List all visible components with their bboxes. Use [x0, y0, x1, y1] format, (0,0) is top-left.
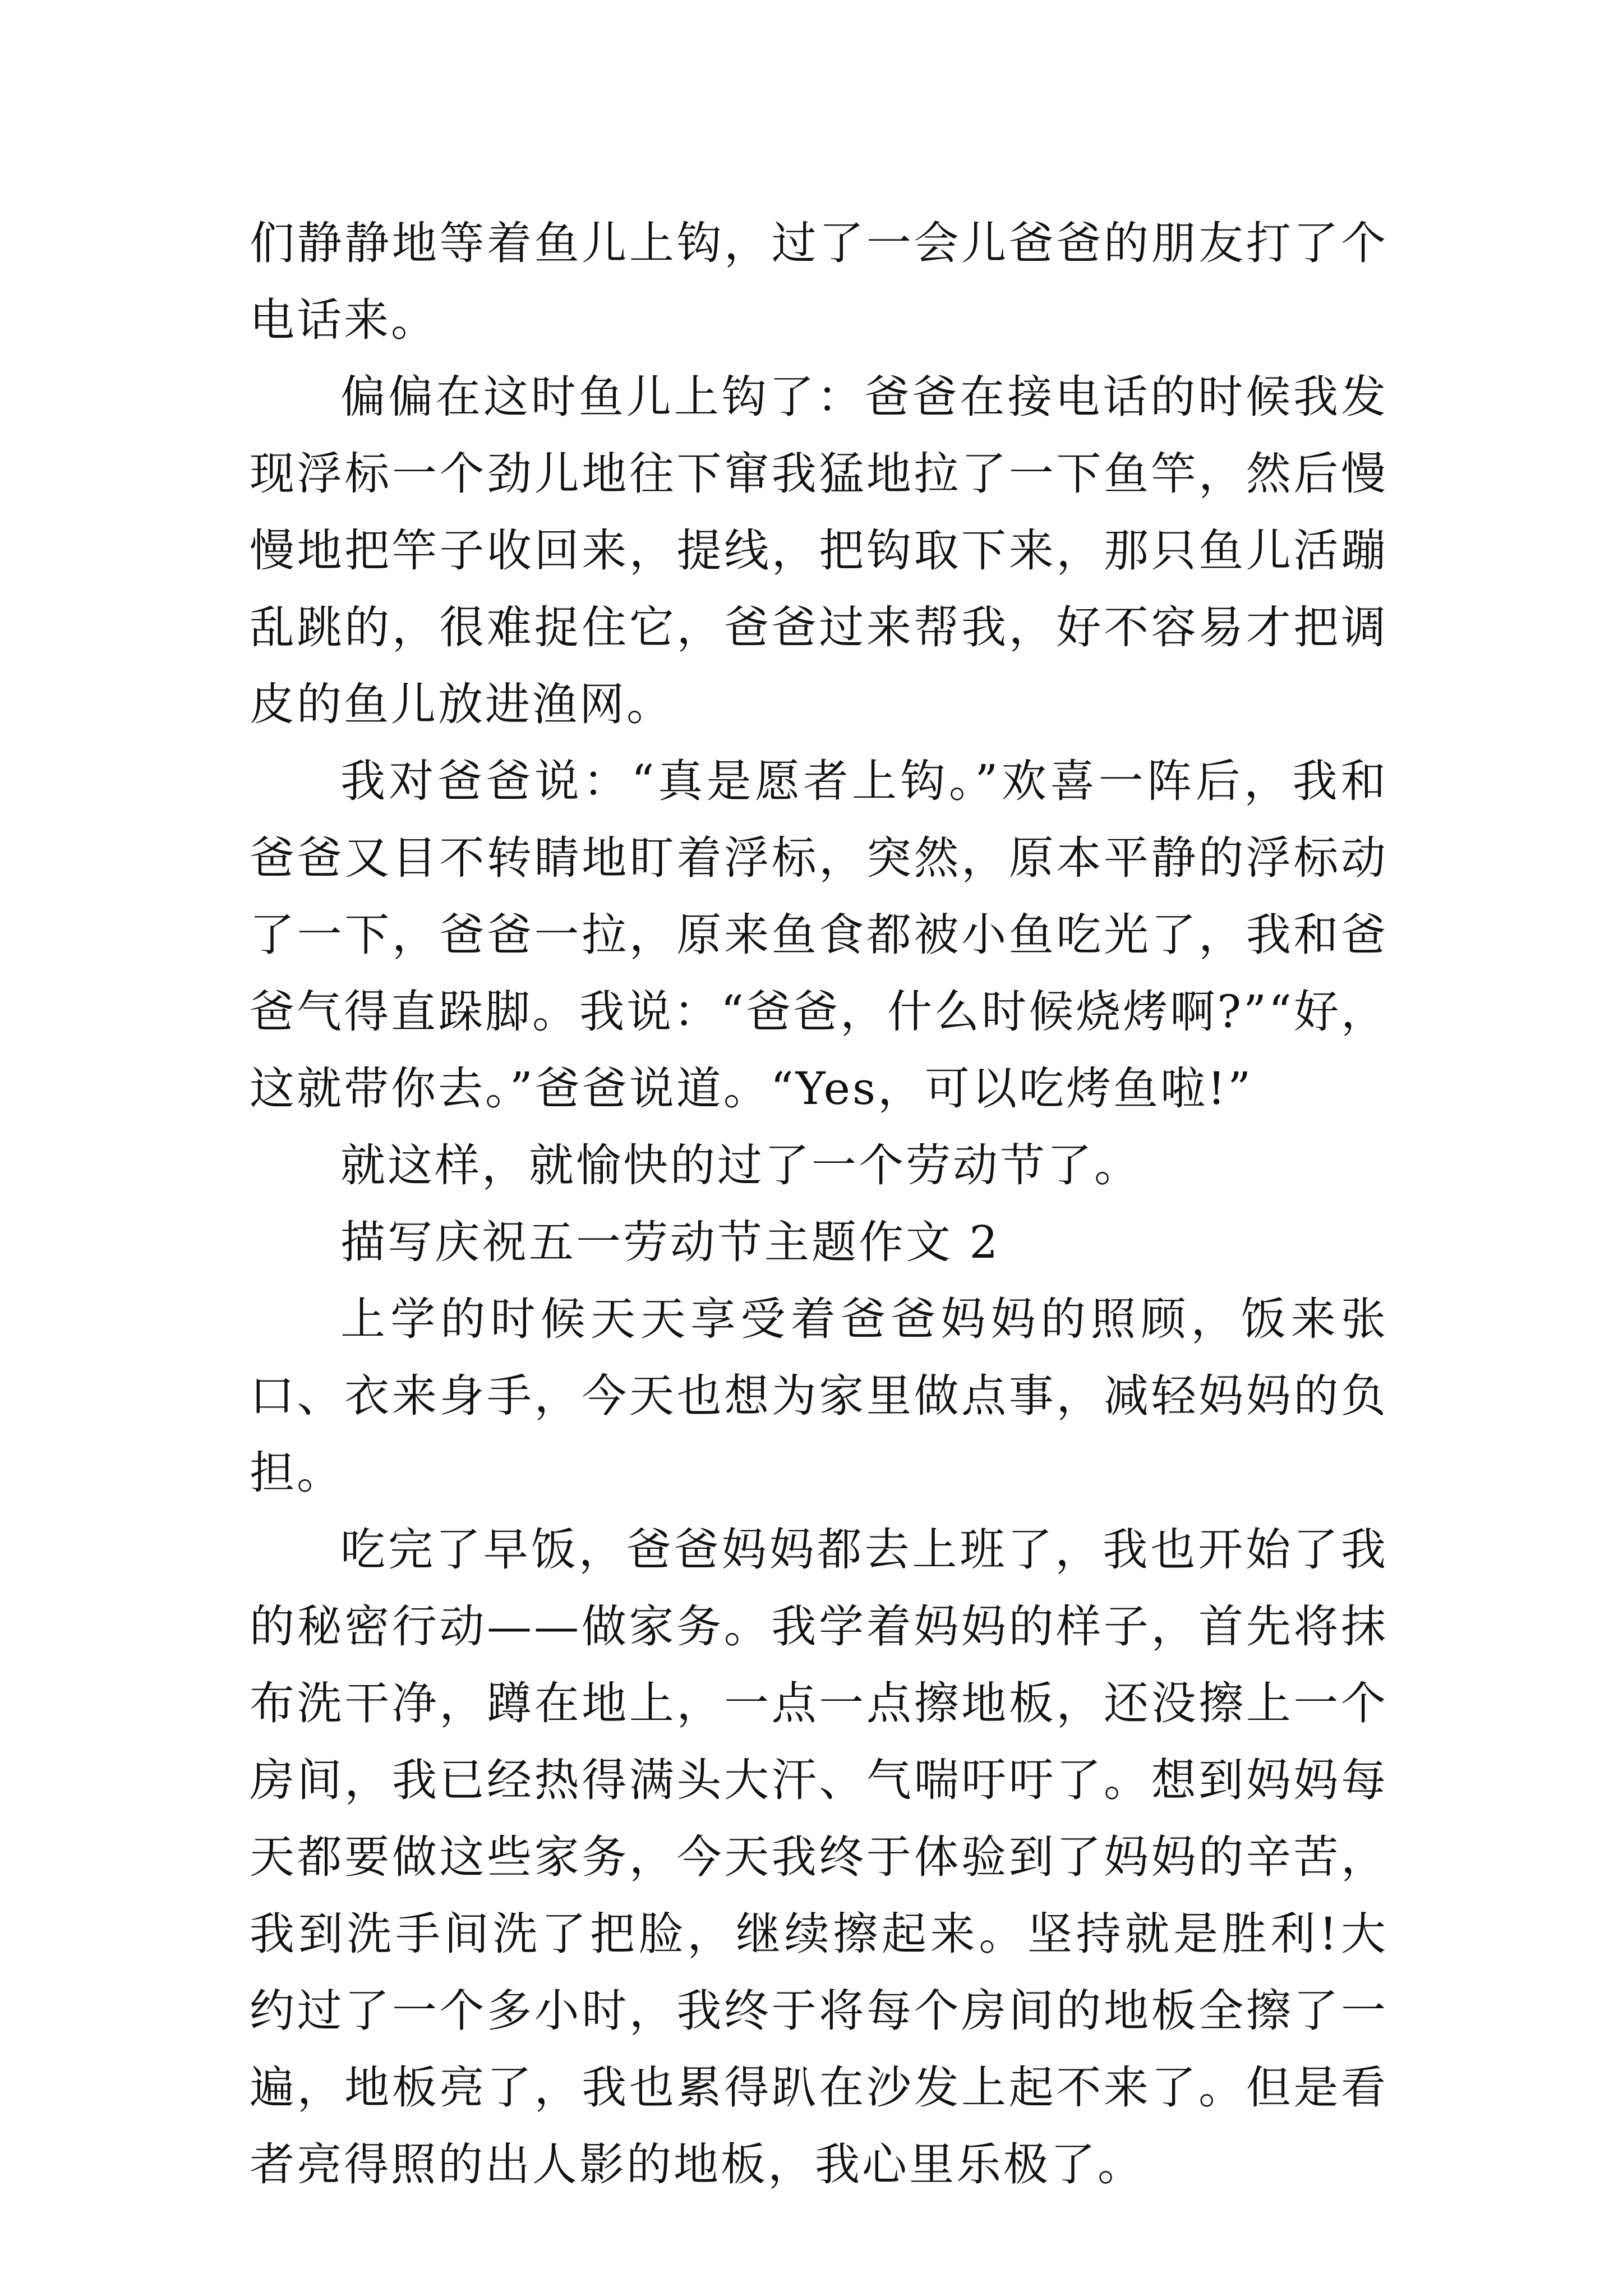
paragraph-conclusion: 就这样，就愉快的过了一个劳动节了。: [340, 1139, 1141, 1191]
paragraph-housework: 吃完了早饭，爸爸妈妈都去上班了，我也开始了我的秘密行动——做家务。我学着妈妈的样子，首先将抹布洗干净，蹲在地上，一点一点擦地板，还没擦上一个房间，我已经热得满头大汗、气喘吁吁了。想到妈妈每天都要做这些家务，今天我终于体验到了妈妈的辛苦，我到洗手间洗了把脸，继续擦起来。坚持就是胜利!大约过了一个多小时，我终于将每个房间的地板全擦了一遍，地板亮了，我也累得趴在沙发上起不来了。但是看者亮得照的出人影的地板，我心里乐极了。: [250, 1524, 1388, 2191]
paragraph-continuation: 们静静地等着鱼儿上钩，过了一会儿爸爸的朋友打了个电话来。: [250, 217, 1388, 346]
paragraph-intro: 上学的时候天天享受着爸爸妈妈的照顾，饭来张口、衣来身手，今天也想为家里做点事，减轻妈妈的负担。: [250, 1293, 1388, 1499]
paragraph-fish-bites: 偏偏在这时鱼儿上钩了：爸爸在接电话的时候我发现浮标一个劲儿地往下窜我猛地拉了一下鱼竿，然后慢慢地把竿子收回来，提线，把钩取下来，那只鱼儿活蹦乱跳的，很难捉住它，爸爸过来帮我，好不容易才把调皮的鱼儿放进渔网。: [250, 371, 1388, 730]
paragraph-dialogue: 我对爸爸说：“真是愿者上钩。”欢喜一阵后，我和爸爸又目不转睛地盯着浮标，突然，原本平静的浮标动了一下，爸爸一拉，原来鱼食都被小鱼吃光了，我和爸爸气得直跺脚。我说：“爸爸，什么时候烧烤啊?”“好，这就带你去。”爸爸说道。“Yes，可以吃烤鱼啦!”: [250, 755, 1388, 1115]
essay-title: 描写庆祝五一劳动节主题作文 2: [340, 1216, 1000, 1268]
document-body: [250, 205, 1388, 2203]
